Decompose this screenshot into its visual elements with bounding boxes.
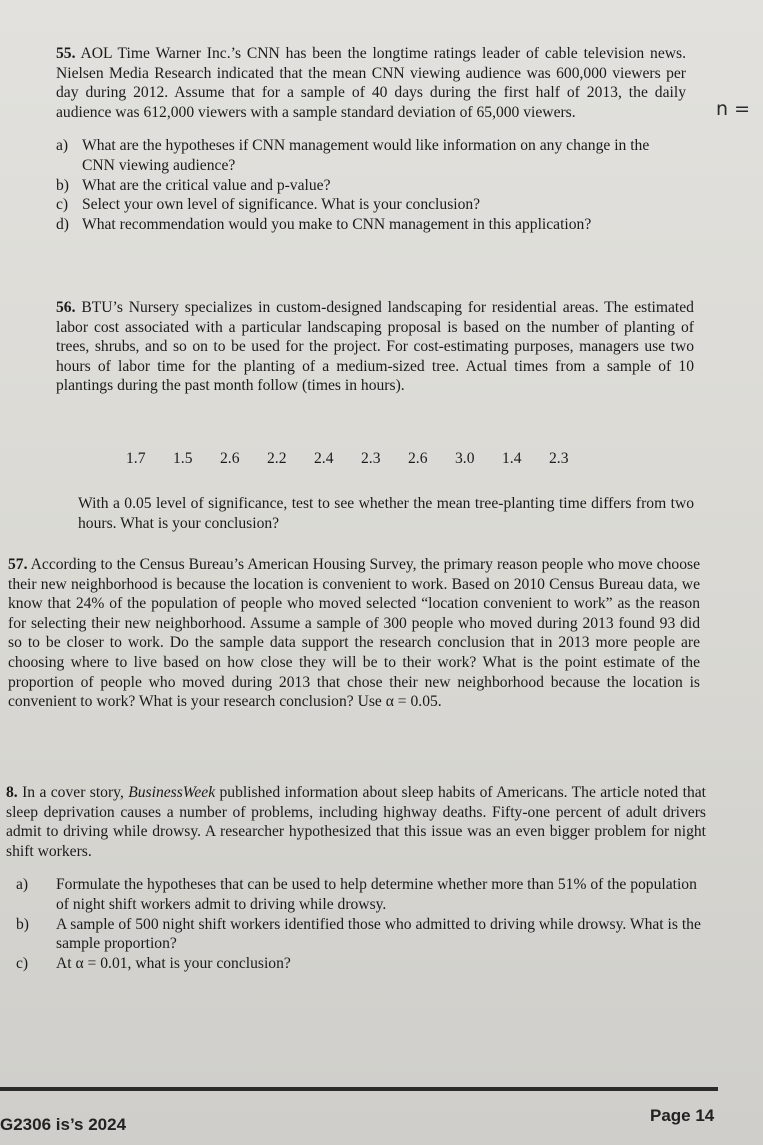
problem-58-part-b — [6, 915, 706, 954]
problem-56-number: 56. — [56, 299, 76, 316]
data-value: 2.6 — [220, 450, 240, 467]
part-label: c) — [56, 196, 69, 214]
problem-58-text — [6, 783, 706, 861]
footer-course-code: G2306 is’s 2024 — [0, 1115, 127, 1134]
problem-55-part-b — [56, 176, 686, 196]
problem-58 — [6, 783, 706, 973]
problem-55 — [56, 44, 686, 234]
data-value: 3.0 — [455, 450, 475, 467]
part-text: Formulate the hypotheses that can be used to help determine whether more than 51% of the population of night shift workers admit to driving while drowsy. — [56, 876, 697, 913]
part-label: c) — [16, 954, 29, 972]
problem-58-part-c — [6, 954, 706, 974]
part-text: What are the critical value and p-value? — [82, 176, 331, 194]
problem-57-body: According to the Census Bureau’s American Housing Survey, the primary reason people who move choose their new neighborhood is because the location is convenient to work. Based on 2010 Census Bureau data, we know that 24% of the population of people who moved selected “location convenient to work” as the reason for selecting their new neighborhood. Assume a sample of 300 people who moved during 2013 found 93 did so to be closer to work. Do the sample data support the research conclusion that in 2013 more people are choosing where to live based on how close they will be to their work? What is the point estimate of the proportion of people who moved during 2013 that chose their new neighborhood because the location is convenient to work? What is your research conclusion? Use α = 0.05. — [8, 556, 700, 711]
planting-times-data — [126, 450, 596, 468]
page-number: Page 14 — [650, 1106, 715, 1125]
data-value: 2.6 — [408, 450, 428, 467]
part-label: b) — [56, 176, 69, 194]
problem-58-part-a — [6, 875, 706, 914]
part-text: Select your own level of significance. What is your conclusion? — [82, 196, 481, 214]
part-label: b) — [16, 915, 29, 933]
problem-58-number: 8. — [6, 784, 18, 801]
data-value: 1.5 — [173, 450, 193, 467]
data-value: 2.2 — [267, 450, 287, 467]
data-value: 1.7 — [126, 450, 146, 467]
data-value: 2.3 — [549, 450, 569, 467]
part-text: What recommendation would you make to CNN management in this application? — [82, 215, 592, 233]
problem-56-body: BTU’s Nursery specializes in custom-designed landscaping for residential areas. The estimated labor cost associated with a particular landscaping proposal is based on the number of planting of trees, shrubs, and so on to be used for the project. For cost-estimating purposes, managers use two hours of labor time for the planting of a medium-sized tree. Actual times from a sample of 10 plantings during the past month follow (times in hours). — [56, 299, 694, 395]
problem-58-body-end: published information about sleep habits of Americans. The article noted that sleep deprivation causes a number of problems, including highway deaths. Fifty-one percent of adult drivers admit to driving while drowsy. A researcher hypothesized that this issue was an even bigger problem for night shift workers. — [6, 784, 706, 860]
problem-57 — [8, 555, 700, 712]
problem-58-parts — [6, 875, 706, 973]
handwritten-margin-note: n = — [716, 98, 751, 120]
footer-divider — [0, 1087, 718, 1091]
part-label: d) — [56, 215, 69, 233]
part-label: a) — [16, 876, 29, 894]
problem-55-part-d — [56, 215, 686, 235]
problem-56-text — [56, 298, 694, 396]
part-text: What are the hypotheses if CNN management would like information on any change in the CNN viewing audience? — [82, 137, 650, 174]
problem-57-number: 57. — [8, 556, 28, 573]
problem-58-body-start: In a cover story, — [22, 784, 129, 801]
problem-55-part-a — [56, 136, 686, 175]
problem-57-text — [8, 555, 700, 712]
problem-55-body: AOL Time Warner Inc.’s CNN has been the longtime ratings leader of cable television news. Nielsen Media Research indicated that the mean CNN viewing audience was 600,000 viewers per day during 2012. Assume that for a sample of 40 days during the first half of 2013, the daily audience was 612,000 viewers with a sample standard deviation of 65,000 viewers. — [56, 45, 686, 121]
problem-56-question: With a 0.05 level of significance, test to see whether the mean tree-planting time differs from two hours. What is your conclusion? — [78, 495, 694, 532]
part-text: At α = 0.01, what is your conclusion? — [56, 954, 291, 972]
problem-55-number: 55. — [56, 45, 76, 62]
problem-55-part-c — [56, 195, 686, 215]
data-value: 2.4 — [314, 450, 334, 467]
problem-56 — [56, 298, 694, 396]
data-value: 1.4 — [502, 450, 522, 467]
data-value: 2.3 — [361, 450, 381, 467]
part-label: a) — [56, 137, 69, 155]
problem-55-parts — [56, 136, 686, 234]
magazine-title: BusinessWeek — [128, 784, 216, 801]
problem-55-text — [56, 44, 686, 122]
part-text: A sample of 500 night shift workers identified those who admitted to driving while drowsy. What is the sample proportion? — [56, 915, 701, 953]
